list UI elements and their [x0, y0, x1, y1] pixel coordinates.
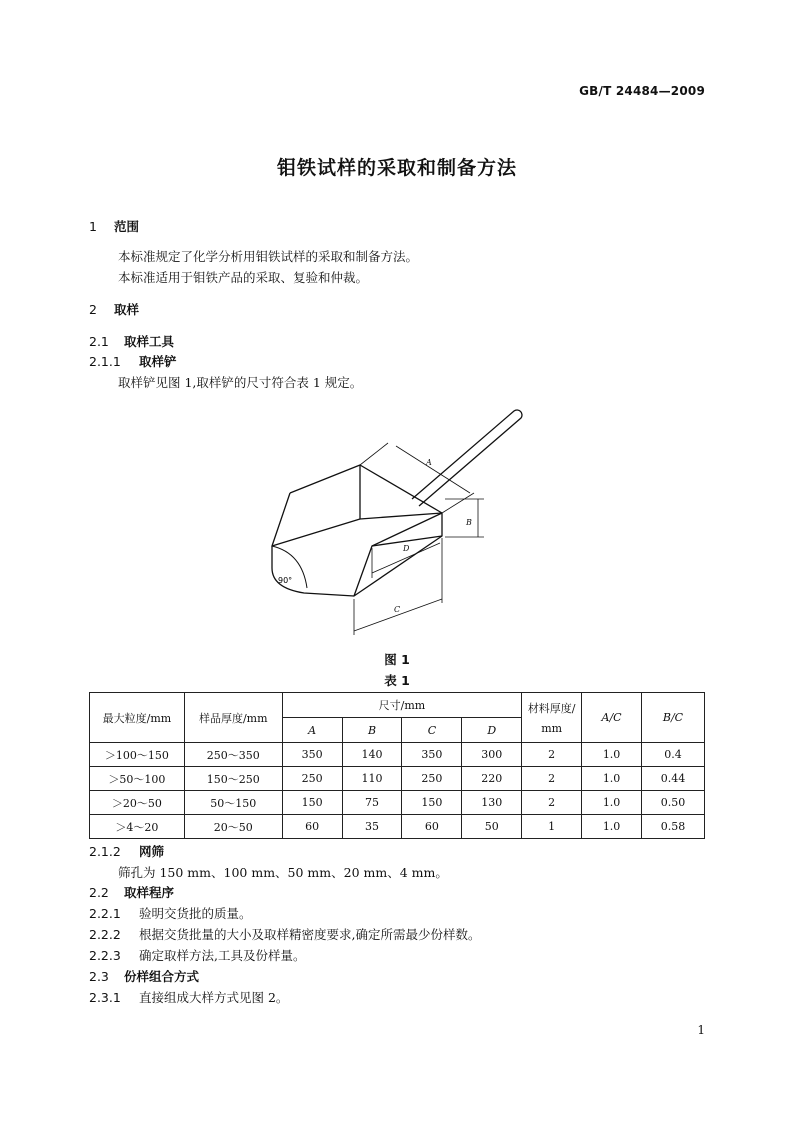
th-thickness: 样品厚度/mm — [184, 693, 282, 743]
clause-2-3-1 — [89, 990, 288, 1006]
table-cell: 0.44 — [642, 767, 705, 791]
table-cell: 60 — [402, 815, 462, 839]
table-cell: 110 — [342, 767, 402, 791]
table-cell: 60 — [282, 815, 342, 839]
th-d: D — [462, 718, 522, 743]
table-cell: 0.4 — [642, 743, 705, 767]
table-cell: 250 — [282, 767, 342, 791]
table-cell: 350 — [282, 743, 342, 767]
table-cell: 20～50 — [184, 815, 282, 839]
table-cell: 150 — [282, 791, 342, 815]
th-dims: 尺寸/mm — [282, 693, 522, 718]
table-cell: 350 — [402, 743, 462, 767]
figure-caption: 图 1 — [384, 652, 410, 667]
page-number: 1 — [697, 1023, 705, 1037]
table-cell: 2 — [522, 743, 582, 767]
heading-number: 1 — [89, 219, 97, 234]
document-title: 钼铁试样的采取和制备方法 — [276, 157, 517, 179]
table-cell: 220 — [462, 767, 522, 791]
angle-label: 90° — [278, 576, 293, 585]
paragraph-scope-1: 本标准规定了化学分析用钼铁试样的采取和制备方法。 — [118, 249, 419, 264]
dim-label-d: D — [403, 544, 410, 553]
table-cell: 1.0 — [582, 815, 642, 839]
table-1-shovel-dimensions — [89, 692, 705, 839]
table-row — [90, 767, 705, 791]
heading-2-1 — [89, 334, 174, 350]
heading-2-1-1 — [89, 354, 177, 370]
clause-text: 根据交货批量的大小及取样精密度要求,确定所需最少份样数。 — [139, 927, 481, 942]
table-cell: 1 — [522, 815, 582, 839]
heading-number: 2.1.2 — [89, 844, 121, 859]
heading-number: 2 — [89, 302, 97, 317]
heading-number: 2.1.1 — [89, 354, 121, 369]
th-c: C — [402, 718, 462, 743]
th-material-line2: mm — [541, 722, 563, 735]
heading-1 — [89, 219, 139, 235]
figure-1-shovel-drawing — [262, 403, 532, 643]
table-cell: 50～150 — [184, 791, 282, 815]
clause-number: 2.2.3 — [89, 948, 121, 963]
table-cell: 300 — [462, 743, 522, 767]
standard-code: GB/T 24484—2009 — [579, 84, 705, 98]
heading-number: 2.3 — [89, 969, 109, 984]
clause-2-2-3 — [89, 948, 305, 964]
heading-text: 网筛 — [139, 844, 165, 859]
paragraph-shovel: 取样铲见图 1,取样铲的尺寸符合表 1 规定。 — [118, 375, 363, 390]
clause-text: 直接组成大样方式见图 2。 — [139, 990, 289, 1005]
heading-text: 范围 — [114, 219, 140, 234]
table-cell: 1.0 — [582, 743, 642, 767]
table-cell: 75 — [342, 791, 402, 815]
heading-text: 取样铲 — [139, 354, 177, 369]
heading-text: 取样工具 — [124, 334, 175, 349]
th-max-size: 最大粒度/mm — [90, 693, 185, 743]
table-cell: 130 — [462, 791, 522, 815]
heading-2 — [89, 302, 139, 318]
heading-2-2 — [89, 885, 174, 901]
shovel-front-panel — [354, 513, 442, 596]
table-caption: 表 1 — [384, 673, 410, 688]
heading-2-3 — [89, 969, 199, 985]
table-cell: 150 — [402, 791, 462, 815]
table-header-row — [90, 693, 705, 718]
table-cell: 0.58 — [642, 815, 705, 839]
table-cell: ＞100～150 — [90, 743, 185, 767]
table-row — [90, 743, 705, 767]
table-cell: 0.50 — [642, 791, 705, 815]
table-cell: 150～250 — [184, 767, 282, 791]
dim-label-a: A — [426, 458, 432, 467]
table-cell: 2 — [522, 767, 582, 791]
th-bc: B/C — [642, 693, 705, 743]
dim-label-b: B — [466, 518, 472, 527]
paragraph-scope-2: 本标准适用于钼铁产品的采取、复验和仲裁。 — [118, 270, 369, 285]
heading-text: 取样 — [114, 302, 140, 317]
table-cell: ＞20～50 — [90, 791, 185, 815]
table-cell: 250～350 — [184, 743, 282, 767]
th-material-line1: 材料厚度/ — [527, 702, 576, 715]
table-cell: 250 — [402, 767, 462, 791]
shovel-left-wall — [272, 493, 360, 546]
dim-label-c: C — [394, 605, 401, 614]
table-cell: 1.0 — [582, 791, 642, 815]
heading-text: 份样组合方式 — [124, 969, 200, 984]
table-cell: ＞4～20 — [90, 815, 185, 839]
paragraph-sieve: 筛孔为 150 mm、100 mm、50 mm、20 mm、4 mm。 — [118, 865, 448, 880]
clause-2-2-2 — [89, 927, 480, 943]
table-cell: 140 — [342, 743, 402, 767]
table-cell: 2 — [522, 791, 582, 815]
heading-2-1-2 — [89, 844, 164, 860]
table-cell: 35 — [342, 815, 402, 839]
table-cell: 50 — [462, 815, 522, 839]
th-a: A — [282, 718, 342, 743]
heading-text: 取样程序 — [124, 885, 175, 900]
clause-text: 验明交货批的质量。 — [139, 906, 252, 921]
table-cell: 1.0 — [582, 767, 642, 791]
clause-number: 2.2.1 — [89, 906, 121, 921]
clause-number: 2.3.1 — [89, 990, 121, 1005]
shovel-left-edge — [272, 546, 354, 596]
th-ac: A/C — [582, 693, 642, 743]
th-material — [522, 693, 582, 743]
table-row — [90, 815, 705, 839]
clause-number: 2.2.2 — [89, 927, 121, 942]
heading-number: 2.2 — [89, 885, 109, 900]
table-row — [90, 791, 705, 815]
th-b: B — [342, 718, 402, 743]
clause-2-2-1 — [89, 906, 252, 922]
table-cell: ＞50～100 — [90, 767, 185, 791]
heading-number: 2.1 — [89, 334, 109, 349]
clause-text: 确定取样方法,工具及份样量。 — [139, 948, 306, 963]
